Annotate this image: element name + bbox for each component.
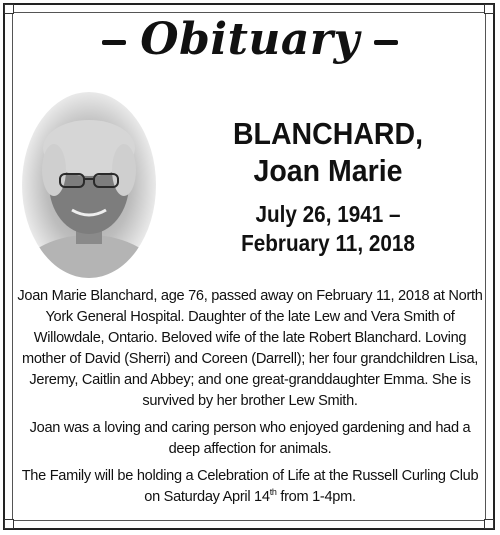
obituary-paragraph-2: Joan was a loving and caring person who enjoyed gardening and had a deep affection for animals. [29,420,471,457]
obituary-paragraph-3 [16,466,484,508]
title-dash-right [374,40,398,45]
deceased-given-names: Joan Marie [253,153,403,188]
name-block [170,116,486,258]
celebration-time: from 1-4pm. [276,489,356,505]
deceased-surname: BLANCHARD, [232,116,424,151]
portrait-photo [22,92,156,278]
birth-date: July 26, 1941 – [255,201,401,227]
page-title: Obituary [140,14,360,65]
celebration-text: The Family will be holding a Celebration of Life at the Russell Curling Club on Saturday April 14 [21,468,479,505]
title-dash-left [102,40,126,45]
masthead [0,10,500,70]
corner-ornament [484,519,494,529]
death-date: February 11, 2018 [241,230,415,256]
ordinal-suffix: th [269,487,277,498]
life-dates [186,200,470,258]
obituary-body [16,286,484,508]
corner-ornament [4,519,14,529]
obituary-paragraph-1: Joan Marie Blanchard, age 76, passed away on February 11, 2018 at North York General Hospital. Daughter of the late Lew and Vera Smith of Willowdale, Ontario. Beloved wife of the late Robert Blanchard. Loving mother of David (Sherri) and Coreen (Darrell); her four grandchildren Lisa, Jeremy, Caitlin and Abbey; and one great-granddaughter Emma. She is survived by her brother Lew Smith. [17,288,483,409]
